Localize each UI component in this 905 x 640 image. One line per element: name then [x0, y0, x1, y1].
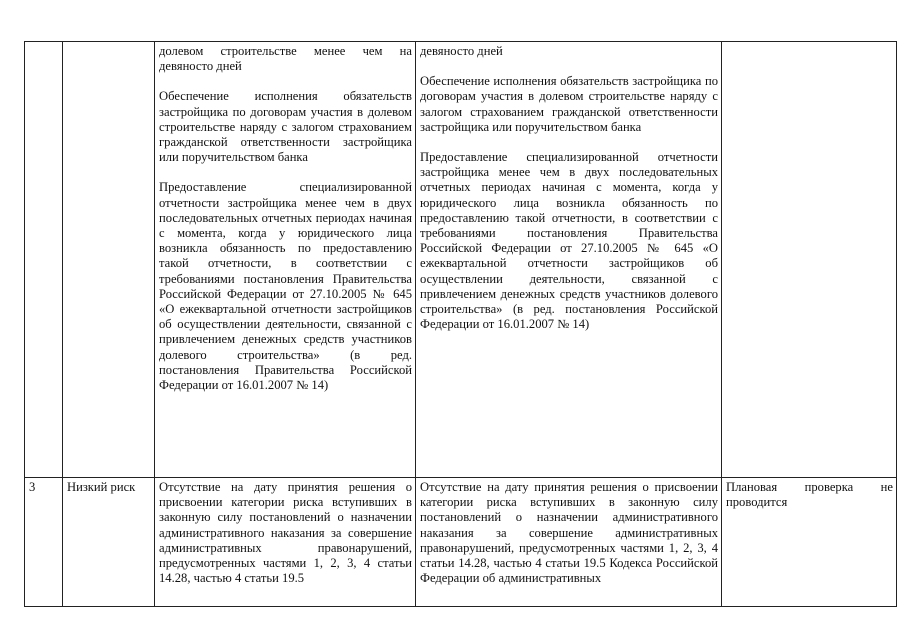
criteria-cell: [155, 42, 416, 478]
inspection-cell: [722, 42, 897, 478]
criteria-paragraph: Отсутствие на дату принятия решения о присвоении категории риска вступивших в законную силу постановлений о назначении административного наказания за совершение административных правонарушений, предусмотренных частями 1, 2, 3, 4 статьи 14.28, частью 4 статьи 19.5 Кодекса Российской Федерации об административных: [420, 480, 718, 586]
risk-category-cell: Низкий риск: [63, 478, 155, 607]
table-row: [25, 478, 897, 607]
risk-category-cell: [63, 42, 155, 478]
criteria-paragraph: Предоставление специализированной отчетности застройщика менее чем в двух последовательных отчетных периодах начиная с момента, когда у юридического лица возникла обязанность по предоставлению такой отчетности, в соответствии с требованиями постановления Правительства Российской Федерации от 27.10.2005 № 645 «О ежеквартальной отчетности застройщиков об осуществлении деятельности, связанной с привлечением денежных средств участников долевого строительства» (в ред. постановления Российской Федерации от 16.01.2007 № 14): [420, 150, 718, 332]
criteria-paragraph: Отсутствие на дату принятия решения о присвоении категории риска вступивших в законную силу постановлений о назначении административного наказания за совершение административных правонарушений, предусмотренных частями 1, 2, 3, 4 статьи 14.28, частью 4 статьи 19.5: [159, 480, 412, 586]
criteria-paragraph: Обеспечение исполнения обязательств застройщика по договорам участия в долевом строительстве наряду с залогом страхованием гражданской ответственности застройщика или поручительством банка: [159, 89, 412, 165]
criteria-alt-cell: [416, 42, 722, 478]
criteria-paragraph: Обеспечение исполнения обязательств застройщика по договорам участия в долевом строительстве наряду с залогом страхованием гражданской ответственности застройщика или поручительством банка: [420, 74, 718, 134]
criteria-paragraph: Предоставление специализированной отчетности застройщика менее чем в двух последовательных отчетных периодах начиная с момента, когда у юридического лица возникла обязанность по предоставлению такой отчетности, в соответствии с требованиями постановления Правительства Российской Федерации от 27.10.2005 № 645 «О ежеквартальной отчетности застройщиков об осуществлении деятельности, связанной с привлечением денежных средств участников долевого строительства» (в ред. постановления Правительства Российской Федерации от 16.01.2007 № 14): [159, 180, 412, 393]
risk-criteria-table: [24, 41, 897, 607]
inspection-cell: Плановая проверка не проводится: [722, 478, 897, 607]
row-number-cell: [25, 42, 63, 478]
criteria-alt-cell: [416, 478, 722, 607]
criteria-paragraph: девяносто дней: [420, 44, 503, 58]
row-number-cell: 3: [25, 478, 63, 607]
table-row: [25, 42, 897, 478]
criteria-cell: [155, 478, 416, 607]
criteria-paragraph: долевом строительстве менее чем на девяносто дней: [159, 44, 412, 74]
